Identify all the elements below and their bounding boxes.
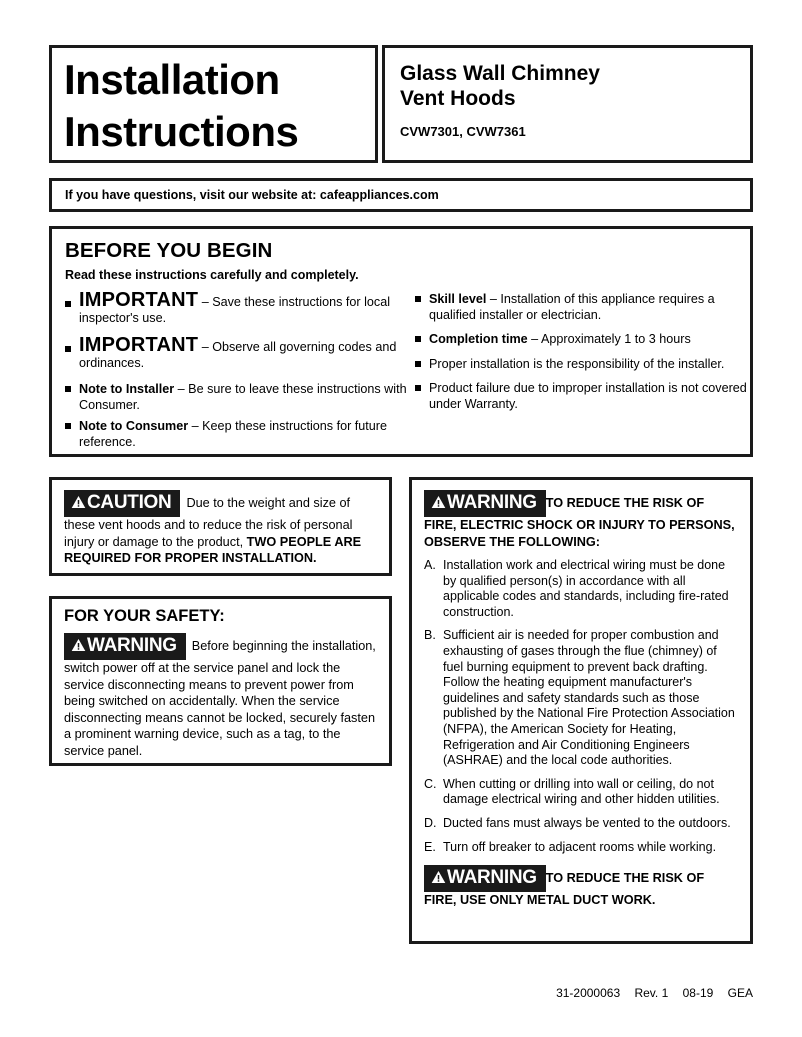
warning-list-item [424,558,738,620]
warning-list-item-text: Installation work and electrical wiring must be done by qualified person(s) in accordance with all applicable codes and standards, including fire-rated construction. [443,558,729,619]
list-item-emphasis: Note to Installer [79,382,175,396]
list-item-text [79,334,407,371]
for-your-safety-heading: FOR YOUR SAFETY: [64,607,225,625]
product-name-line2: Vent Hoods [400,87,516,110]
list-item-emphasis: IMPORTANT [79,334,199,356]
warning-triangle-icon [431,494,446,513]
warning-list-item-text: Ducted fans must always be vented to the outdoors. [443,815,731,830]
warning-list-item [424,628,738,768]
warning-badge-secondary [424,865,546,892]
footer [0,986,753,1000]
page-title-line1: Installation [64,56,280,103]
list-item [415,332,747,348]
square-bullet-icon [65,382,79,413]
square-bullet-icon [65,337,79,371]
list-item [415,292,747,323]
list-item-text [429,381,747,412]
list-item-text [429,332,747,348]
product-name-line1: Glass Wall Chimney [400,62,600,85]
before-you-begin-heading: BEFORE YOU BEGIN [65,239,273,262]
list-item [65,382,407,413]
product-title-cell [382,45,753,163]
list-item-text [79,289,407,326]
title-block [49,45,753,163]
list-item-body: – Keep these instructions for future reference. [79,419,387,449]
list-item-text [79,419,407,450]
caution-text-bold: TWO PEOPLE ARE REQUIRED FOR PROPER INSTALLATION. [64,534,362,565]
warning-list-item-text: When cutting or drilling into wall or ceiling, do not damage electrical wiring and other hidden utilities. [443,776,720,807]
warning-secondary-text: TO REDUCE THE RISK OF FIRE, USE ONLY METAL DUCT WORK. [424,870,705,908]
list-item [65,334,407,371]
list-item-emphasis: IMPORTANT [79,289,199,311]
before-you-begin-right-column [407,292,747,456]
warning-list-item-letter: D. [424,815,437,830]
before-you-begin-subheading: Read these instructions carefully and completely. [65,268,359,282]
footer-revision: Rev. 1 [634,986,669,1000]
warning-list [424,558,738,855]
list-item-text [79,382,407,413]
warning-list-item-text: Sufficient air is needed for proper combustion and exhausting of gases through the flue (chimney) of fuel burning equipment to prevent back drafting. Follow the heating equipment manufacturer's guidelines and safety standards such as those published by the National Fire Protection Association (NFPA), the American Society for Heating, Refrigeration and Air Conditioning Engineers (ASHRAE) and the local code authorities. [443,628,735,768]
questions-banner [49,178,753,212]
square-bullet-icon [415,381,429,412]
questions-text: If you have questions, visit our website at: cafeappliances.com [65,188,439,202]
list-item-body: – Be sure to leave these instructions with Consumer. [79,382,407,412]
warning-list-item [424,777,738,808]
warning-badge-label: WARNING [447,492,537,513]
safety-warning-badge [64,633,186,660]
list-item-body: Proper installation is the responsibility of the installer. [429,356,725,371]
safety-warning-badge-label: WARNING [87,635,177,656]
warning-triangle-icon [71,494,86,513]
list-item [415,357,747,373]
footer-date: 08-19 [682,986,714,1000]
page-title-line2: Instructions [64,108,299,155]
square-bullet-icon [65,419,79,450]
warning-list-item-letter: C. [424,776,437,791]
warning-list-item-text: Turn off breaker to adjacent rooms while working. [443,839,717,854]
before-you-begin-left-column [52,289,407,456]
warning-triangle-icon [431,869,446,888]
square-bullet-icon [415,292,429,323]
list-item-emphasis: Note to Consumer [79,419,189,433]
caution-text-normal: Due to the weight and size of these vent hoods and to reduce the risk of personal injury or damage to the product, [64,495,353,549]
list-item-text [429,357,747,373]
warning-list-item [424,840,738,856]
caution-badge [64,490,180,517]
warning-list-item-letter: B. [424,628,436,643]
warning-list-item-letter: A. [424,558,436,572]
warning-badge [424,490,546,517]
square-bullet-icon [65,292,79,326]
model-numbers: CVW7301, CVW7361 [400,124,526,139]
list-item-text [429,292,747,323]
list-item-body: – Installation of this appliance requires a qualified installer or electrician. [429,292,715,322]
safety-warning-text: Before beginning the installation, switch power off at the service panel and lock the service disconnecting means to prevent power from being switched on accidentally. When the service disconnecting means cannot be locked, securely fasten a prominent warning device, such as a tag, to the service panel. [64,638,376,758]
warning-box [409,477,753,944]
list-item-body: – Approximately 1 to 3 hours [527,332,691,346]
caution-badge-label: CAUTION [87,492,172,513]
list-item-body: – Save these instructions for local inspector's use. [79,295,391,325]
list-item-emphasis: Completion time [429,332,528,346]
list-item [65,289,407,326]
square-bullet-icon [415,332,429,348]
list-item-emphasis: Skill level [429,292,487,306]
list-item [415,381,747,412]
caution-box [49,477,392,576]
list-item-body: Product failure due to improper installation is not covered under Warranty. [429,381,747,411]
footer-part-number: 31-2000063 [556,986,621,1000]
square-bullet-icon [415,357,429,373]
warning-triangle-icon [71,637,86,656]
list-item-body: – Observe all governing codes and ordinances. [79,340,397,370]
warning-list-item [424,816,738,832]
document-title-cell [49,45,378,163]
footer-company: GEA [727,986,753,1000]
warning-list-item-letter: E. [424,839,436,854]
warning-badge-secondary-label: WARNING [447,867,537,889]
warning-heading-text: TO REDUCE THE RISK OF FIRE, ELECTRIC SHOCK OR INJURY TO PERSONS, OBSERVE THE FOLLOWING: [424,495,735,549]
list-item [65,419,407,450]
before-you-begin-section [49,226,753,457]
for-your-safety-box [49,596,392,766]
